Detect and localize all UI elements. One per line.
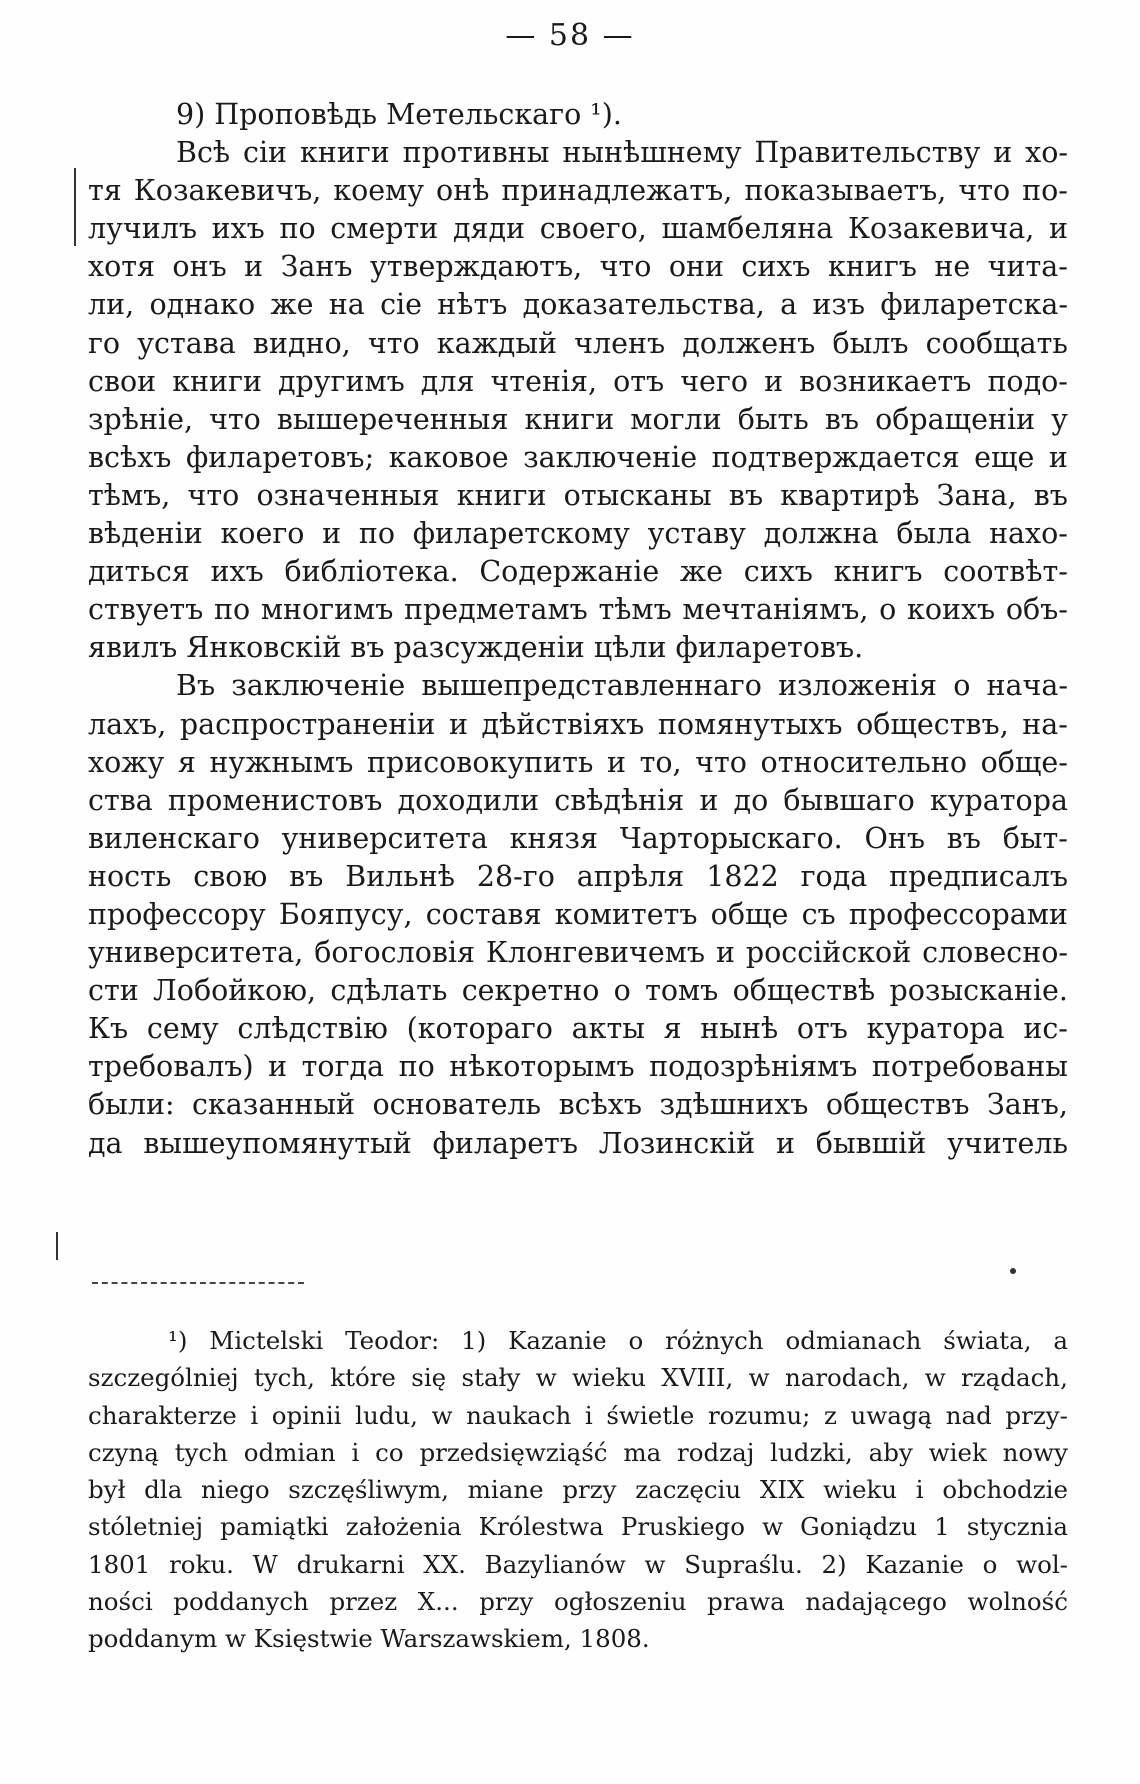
footnote-line: szczególniej tych, które się stały w wieku XVIII, w narodach, w rządach, [88,1363,1068,1393]
margin-mark [56,1232,58,1260]
text-line: лахъ, распространеніи и дѣйствіяхъ помянутыхъ обществъ, на- [88,707,1068,741]
text-line: Въ заключеніе вышепредставленнаго изложенія о нача- [176,669,1068,703]
footnote-line: ności poddanych przez X... przy ogłoszeniu prawa nadającego wolność [88,1587,1068,1617]
print-dot [1010,1268,1016,1274]
footnote-line: czyną tych odmian i co przedsięwziąść ma rodzaj ludzki, aby wiek nowy [88,1437,1068,1467]
footnote-line: 1801 roku. W drukarni XX. Bazylianów w Supraślu. 2) Kazanie o wol- [88,1549,1068,1579]
text-line: ность свою въ Вильнѣ 28-го апрѣля 1822 года предписалъ [88,859,1068,893]
text-line: сти Лобойкою, сдѣлать секретно о томъ обществѣ розысканіе. [88,974,1068,1008]
body-text [88,96,1068,1163]
page-number: — 58 — [505,18,635,53]
text-line: ства променистовъ доходили свѣдѣнія и до бывшаго куратора [88,783,1068,817]
text-line: хотя онъ и Занъ утверждаютъ, что они сихъ книгъ не чита- [88,250,1068,284]
text-line: го устава видно, что каждый членъ долженъ былъ сообщать [88,326,1068,360]
footnote-line: ¹) Mictelski Teodor: 1) Kazanie o różnych odmianach świata, a [168,1326,1068,1355]
text-line: лучилъ ихъ по смерти дяди своего, шамбеляна Козакевича, и [88,212,1068,246]
text-line: требовалъ) и тогда по нѣкоторымъ подозрѣніямъ потребованы [88,1050,1068,1084]
text-line: университета, богословія Клонгевичемъ и россійской словесно- [88,936,1068,970]
text-line: Къ сему слѣдствію (котораго акты я нынѣ отъ куратора ис- [88,1012,1068,1046]
footnote-line: poddanym w Księstwie Warszawskiem, 1808. [88,1624,650,1654]
footnote-line: był dla niego szczęśliwym, miane przy zaczęciu XIX wieku i obchodzie [88,1475,1068,1505]
text-line: ствуетъ по многимъ предметамъ тѣмъ мечтаніямъ, о коихъ объ- [88,593,1068,627]
text-line: диться ихъ библіотека. Содержаніе же сихъ книгъ соотвѣт- [88,555,1068,589]
text-line: тя Козакевичъ, коему онѣ принадлежатъ, показываетъ, что по- [88,174,1068,208]
text-line: были: сказанный основатель всѣхъ здѣшнихъ обществъ Занъ, [88,1088,1068,1122]
text-line: зрѣніе, что вышереченныя книги могли быть въ обращеніи у [88,402,1068,436]
text-line: свои книги другимъ для чтенія, отъ чего и возникаетъ подо- [88,364,1068,398]
footnote-line: charakterze i opinii ludu, w naukach i świetle rozumu; z uwagą nad przy- [88,1400,1068,1430]
text-line: всѣхъ филаретовъ; каковое заключеніе подтверждается еще и [88,440,1068,474]
text-line: 9) Проповѣдь Метельскаго ¹). [176,98,622,131]
text-line: хожу я нужнымъ присовокупить и то, что относительно обще- [88,745,1068,779]
text-line: профессору Бояпусу, составя комитетъ обще съ профессорами [88,897,1068,931]
footnote-divider [92,1282,304,1284]
text-line: Всѣ сіи книги противны нынѣшнему Правительству и хо- [176,136,1068,170]
text-line: виленскаго университета князя Чарторыскаго. Онъ въ быт- [88,821,1068,855]
footnote-line: stóletniej pamiątki założenia Królestwa Pruskiego w Goniądzu 1 stycznia [88,1512,1068,1542]
text-line: вѣденіи коего и по филаретскому уставу должна была нахо- [88,517,1068,551]
margin-mark [74,168,76,246]
footnote [88,1322,1068,1658]
text-line: да вышеупомянутый филаретъ Лозинскій и бывшій учитель [88,1126,1068,1160]
text-line: ли, однако же на сіе нѣтъ доказательства, а изъ филаретска- [88,288,1068,322]
text-line: тѣмъ, что означенныя книги отысканы въ квартирѣ Зана, въ [88,478,1068,512]
text-line: явилъ Янковскій въ разсужденіи цѣли филаретовъ. [88,631,864,665]
